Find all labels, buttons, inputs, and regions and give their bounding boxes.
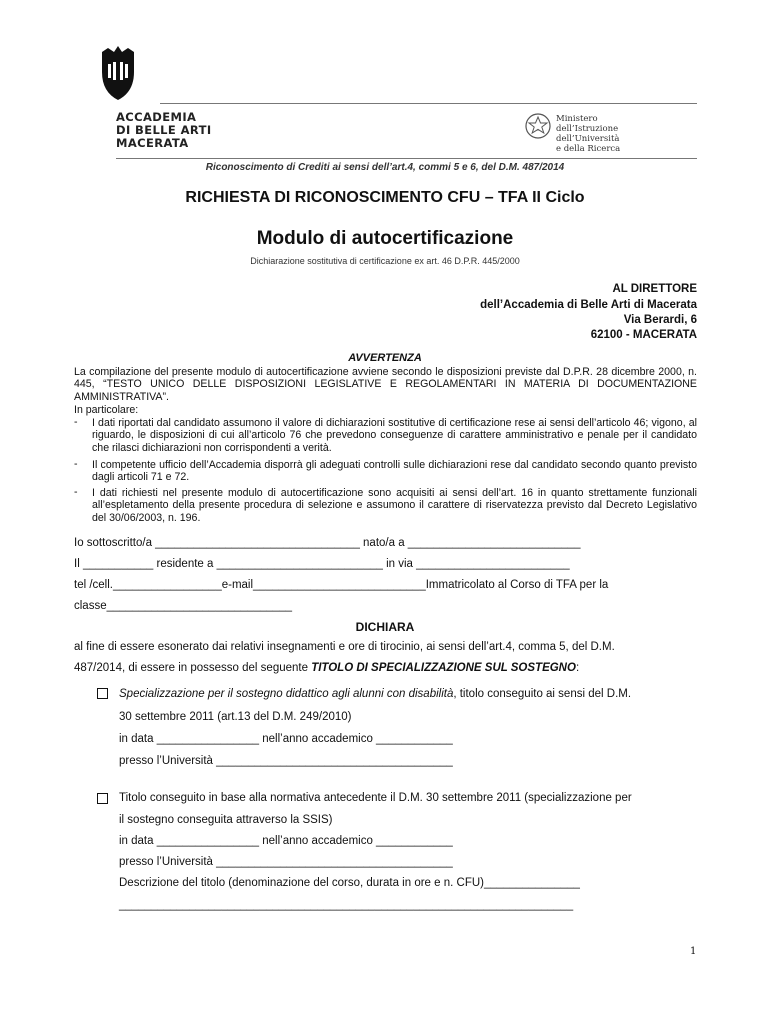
option2-checkbox[interactable] bbox=[97, 793, 108, 804]
academy-logo-icon bbox=[100, 44, 136, 100]
module-title: Modulo di autocertificazione bbox=[256, 228, 514, 249]
recipient-line2: dell’Accademia di Belle Arti di Macerata bbox=[480, 299, 697, 311]
warning-item2: Il competente ufficio dell’Accademia disporrà gli adeguati controlli sulle dichiarazioni rese dal candidato secondo quanto previsto dagli articoli 71 e 72. bbox=[92, 459, 697, 484]
form-line-class[interactable]: classe_____________________________ bbox=[74, 600, 293, 612]
warning-title: AVVERTENZA bbox=[348, 352, 422, 364]
form-line-residence[interactable]: Il ___________ residente a __________________________ in via ________________________ bbox=[74, 558, 570, 570]
bullet-dash: - bbox=[74, 486, 78, 498]
form-line-contacts[interactable]: tel /cell._________________e-mail___________________________Immatricolato al Corso di TFA per la bbox=[74, 579, 609, 591]
warning-item1: I dati riportati dal candidato assumono il valore di dichiarazioni sostitutive di certificazione rese ai sensi dell’articolo 46; vigono, al riguardo, le disposizioni di cui all’articolo 76 che prevedono conseguenze di carattere amministrativo e penale per il candidato che rilasci dichiarazioni non corrispondenti a verità. bbox=[92, 417, 697, 454]
bullet-dash: - bbox=[74, 458, 78, 470]
warning-particular: In particolare: bbox=[74, 404, 139, 416]
academy-name-line2: DI BELLE ARTI bbox=[116, 123, 212, 137]
recipient-line4: 62100 - MACERATA bbox=[590, 329, 697, 341]
option1-line2: 30 settembre 2011 (art.13 del D.M. 249/2010) bbox=[119, 711, 352, 723]
page-number: 1 bbox=[690, 946, 697, 957]
academy-name-line1: ACCADEMIA bbox=[116, 110, 197, 124]
option2-line2: il sostegno conseguita attraverso la SSIS) bbox=[119, 814, 333, 826]
declares-title: DICHIARA bbox=[355, 620, 415, 634]
option2-date-field[interactable]: in data ________________ nell’anno accademico ____________ bbox=[119, 835, 453, 847]
option1-checkbox[interactable] bbox=[97, 688, 108, 699]
bullet-dash: - bbox=[74, 416, 78, 428]
option2-description-blank[interactable]: _______________________________________________________________________ bbox=[119, 899, 574, 911]
ministry-line3: dell’Università bbox=[556, 134, 620, 144]
form-line-name[interactable]: Io sottoscritto/a ________________________________ nato/a a ___________________________ bbox=[74, 537, 581, 549]
option2-description-field[interactable]: Descrizione del titolo (denominazione del corso, durata in ore e n. CFU)_______________ bbox=[119, 877, 580, 889]
request-title: RICHIESTA DI RICONOSCIMENTO CFU – TFA II Ciclo bbox=[185, 189, 585, 206]
ministry-line4: e della Ricerca bbox=[556, 144, 621, 154]
option2-university-field[interactable]: presso l’Università _____________________________________ bbox=[119, 856, 453, 868]
option2-line1: Titolo conseguito in base alla normativa antecedente il D.M. 30 settembre 2011 (specializzazione per bbox=[119, 792, 632, 804]
recipient-line3: Via Berardi, 6 bbox=[623, 314, 697, 326]
header-top-rule bbox=[160, 103, 697, 104]
legal-reference-subtitle: Riconoscimento di Crediti ai sensi dell’art.4, commi 5 e 6, del D.M. 487/2014 bbox=[205, 162, 565, 173]
republic-emblem-icon bbox=[524, 112, 552, 140]
option1-line1: Specializzazione per il sostegno didattico agli alunni con disabilità, titolo conseguito ai sensi del D.M. bbox=[119, 688, 632, 700]
option1-university-field[interactable]: presso l’Università _____________________________________ bbox=[119, 755, 453, 767]
declares-line1: al fine di essere esonerato dai relativi insegnamenti e ore di tirocinio, ai sensi dell’art.4, comma 5, del D.M. bbox=[74, 641, 615, 653]
option1-date-field[interactable]: in data ________________ nell’anno accademico ____________ bbox=[119, 733, 453, 745]
declares-line2: 487/2014, di essere in possesso del seguente TITOLO DI SPECIALIZZAZIONE SUL SOSTEGNO: bbox=[74, 662, 580, 674]
warning-intro: La compilazione del presente modulo di autocertificazione avviene secondo le disposizioni previste dal D.P.R. 28 dicembre 2000, n. 445, “TESTO UNICO DELLE DISPOSIZIONI LEGISLATIVE E REGOLAMENTARI IN MATERIA DI DOCUMENTAZIONE AMMINISTRATIVA”. bbox=[74, 366, 697, 403]
header-bottom-rule bbox=[116, 158, 697, 159]
ministry-line2: dell’Istruzione bbox=[556, 124, 619, 134]
ministry-line1: Ministero bbox=[556, 114, 598, 124]
academy-name-line3: MACERATA bbox=[116, 136, 189, 150]
declaration-subtitle: Dichiarazione sostitutiva di certificazione ex art. 46 D.P.R. 445/2000 bbox=[250, 256, 520, 266]
warning-item3: I dati richiesti nel presente modulo di autocertificazione sono acquisiti ai sensi dell’art. 16 in quanto strettamente funzionali all’espletamento della presente procedura di selezione e assumono il carattere di riservatezza previsto dal Decreto Legislativo del 30/06/2003, n. 196. bbox=[92, 487, 697, 524]
recipient-line1: AL DIRETTORE bbox=[612, 283, 697, 295]
